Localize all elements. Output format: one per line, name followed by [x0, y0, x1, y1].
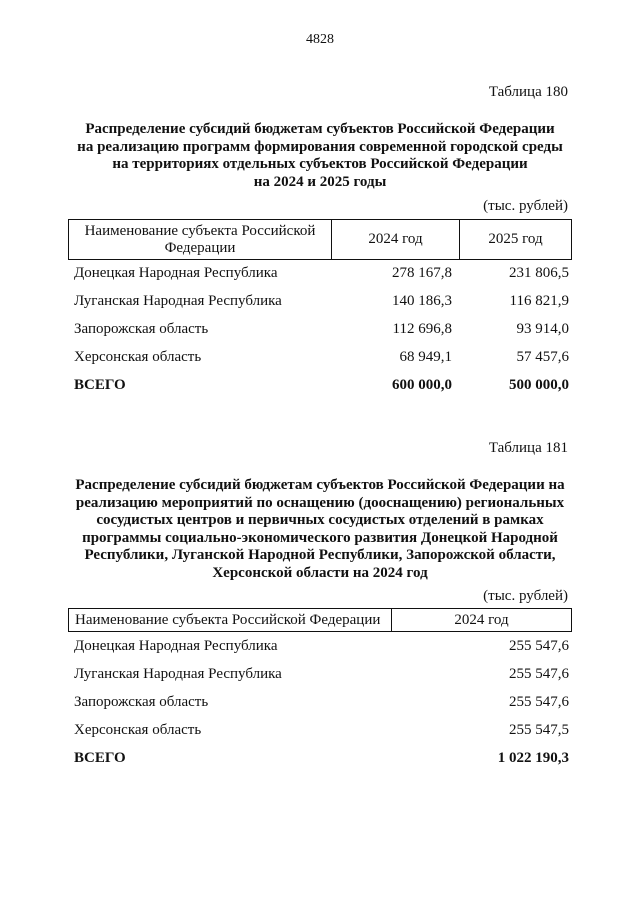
- title-line: программы социально-экономического развития Донецкой Народной: [82, 529, 558, 546]
- table-181-label: Таблица 181: [488, 440, 568, 456]
- table-row-2024: 140 186,3: [392, 293, 452, 309]
- table-180-label: Таблица 180: [488, 84, 568, 100]
- title-line: Херсонской области на 2024 год: [212, 564, 428, 581]
- total-row-2024: 600 000,0: [392, 377, 452, 393]
- header-name-cell: Наименование субъекта Российской Федерации: [69, 609, 392, 632]
- table-row-2024: 68 949,1: [399, 349, 452, 365]
- table-row-2024: 278 167,8: [392, 265, 452, 281]
- title-line: на 2024 и 2025 годы: [253, 173, 387, 190]
- table-181-title: [60, 477, 580, 582]
- table-row-2024: 255 547,6: [509, 694, 569, 710]
- total-row-2024: 1 022 190,3: [497, 750, 569, 766]
- table-row-2025: 231 806,5: [509, 265, 569, 281]
- table-row-name: Херсонская область: [74, 349, 202, 365]
- table-row-name: Херсонская область: [74, 722, 202, 738]
- title-line: Распределение субсидий бюджетам субъектов Российской Федерации на: [75, 477, 565, 493]
- table-row-2024: 255 547,5: [509, 722, 569, 738]
- table-row-2024: 112 696,8: [392, 321, 452, 337]
- total-row-name: ВСЕГО: [74, 750, 126, 766]
- header-2024-cell: 2024 год: [332, 220, 460, 260]
- title-line: реализацию мероприятий по оснащению (дооснащению) региональных: [75, 494, 565, 511]
- title-line: сосудистых центров и первичных сосудистых отделений в рамках: [96, 512, 544, 528]
- title-line: Распределение субсидий бюджетам субъектов Российской Федерации: [85, 121, 555, 137]
- table-row-name: Донецкая Народная Республика: [74, 265, 278, 281]
- table-180-title: [64, 121, 576, 191]
- table-row-name: Донецкая Народная Республика: [74, 638, 278, 654]
- header-name-line: Федерации: [164, 239, 236, 256]
- title-line: на территориях отдельных субъектов Российской Федерации: [112, 156, 528, 172]
- page-number: 4828: [306, 32, 334, 47]
- header-2025-cell: 2025 год: [460, 220, 572, 260]
- title-line: Республики, Луганской Народной Республики, Запорожской области,: [84, 547, 556, 563]
- table-row-2025: 116 821,9: [509, 293, 569, 309]
- table-row-name: Луганская Народная Республика: [74, 666, 282, 682]
- table-row-2025: 57 457,6: [516, 349, 569, 365]
- table-row-2024: 255 547,6: [509, 666, 569, 682]
- header-name-line: Наименование субъекта Российской: [84, 222, 316, 239]
- table-row-name: Запорожская область: [74, 694, 209, 710]
- table-181-header: [68, 608, 572, 632]
- header-2024-cell: 2024 год: [392, 609, 572, 632]
- table-181-units: (тыс. рублей): [483, 588, 568, 604]
- table-row-name: Запорожская область: [74, 321, 209, 337]
- table-180-header: [68, 219, 572, 260]
- table-row-2025: 93 914,0: [516, 321, 569, 337]
- total-row-name: ВСЕГО: [74, 377, 126, 393]
- title-line: на реализацию программ формирования современной городской среды: [77, 138, 563, 155]
- total-row-2025: 500 000,0: [509, 377, 569, 393]
- table-row-2024: 255 547,6: [509, 638, 569, 654]
- header-name-cell: [69, 220, 332, 260]
- table-180-units: (тыс. рублей): [483, 198, 568, 214]
- table-row-name: Луганская Народная Республика: [74, 293, 282, 309]
